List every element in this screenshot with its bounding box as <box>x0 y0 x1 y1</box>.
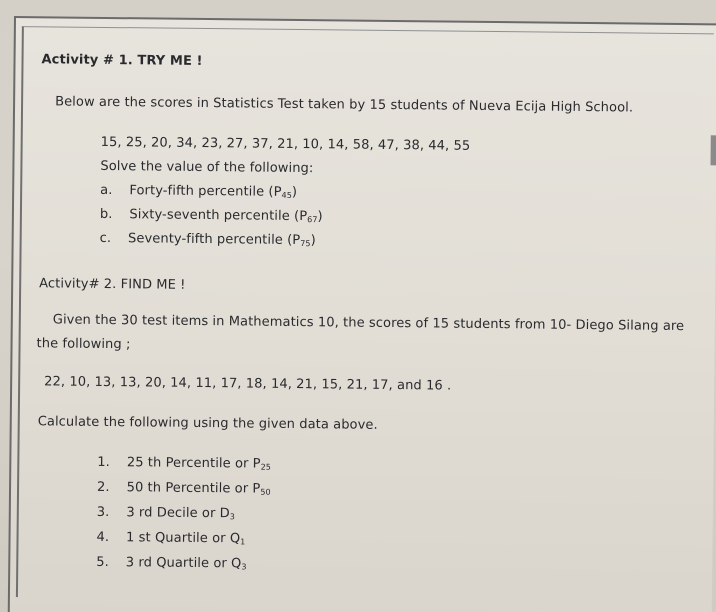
item-text: 1 st Quartile or Q <box>126 530 241 547</box>
item-close: ) <box>291 184 298 200</box>
item-subscript: 50 <box>260 487 271 497</box>
item-subscript: 25 <box>260 462 272 472</box>
item-close: ) <box>317 209 323 225</box>
activity2-item-3 <box>97 505 235 521</box>
item-text: Seventy-fifth percentile (P <box>128 231 301 249</box>
item-text: 3 rd Decile or D <box>126 505 230 522</box>
item-marker: 1. <box>97 454 111 471</box>
activity2-scores: 22, 10, 13, 13, 20, 14, 11, 17, 18, 14, 21, 15, 21, 17, and 16 . <box>44 374 452 394</box>
item-marker: 5. <box>96 554 109 571</box>
item-close: ) <box>310 233 316 249</box>
item-subscript: 3 <box>229 512 236 522</box>
activity2-intro-line2: the following ; <box>36 336 131 353</box>
item-text: 50 th Percentile or P <box>126 480 261 497</box>
item-marker: 3. <box>96 504 110 521</box>
activity2-item-2 <box>97 480 271 497</box>
item-marker: a. <box>100 182 113 199</box>
activity1-intro: Below are the scores in Statistics Test taken by 15 students of Nueva Ecija High School. <box>55 94 634 116</box>
activity1-instruction: Solve the value of the following: <box>100 158 314 177</box>
activity2-title: Activity# 2. FIND ME ! <box>39 276 186 293</box>
activity1-item-b <box>100 207 323 224</box>
item-marker: b. <box>99 206 113 223</box>
item-subscript: 1 <box>240 537 246 547</box>
item-subscript: 67 <box>307 215 318 225</box>
paper-edge-mark <box>710 135 716 165</box>
activity2-item-1 <box>97 455 271 472</box>
item-marker: 4. <box>96 529 110 546</box>
activity2-item-5 <box>96 555 247 572</box>
item-text: Sixty-seventh percentile (P <box>129 207 308 225</box>
item-subscript: 3 <box>241 562 247 572</box>
activity2-instruction: Calculate the following using the given data above. <box>37 414 378 433</box>
worksheet-paper <box>8 16 716 612</box>
item-text: Forty-fifth percentile (P <box>129 183 282 200</box>
item-text: 3 rd Quartile or Q <box>125 555 242 572</box>
item-subscript: 45 <box>281 190 292 200</box>
activity2-intro-line1: Given the 30 test items in Mathematics 10, the scores of 15 students from 10- Diego Silang are <box>52 312 685 335</box>
item-marker: c. <box>99 230 112 247</box>
item-subscript: 75 <box>300 239 311 249</box>
activity2-item-4 <box>96 530 245 547</box>
item-marker: 2. <box>96 479 110 496</box>
activity1-scores: 15, 25, 20, 34, 23, 27, 37, 21, 10, 14, 58, 47, 38, 44, 55 <box>100 134 471 154</box>
activity1-item-a <box>100 183 297 200</box>
activity1-item-c <box>100 231 316 248</box>
activity1-title: Activity # 1. TRY ME ! <box>41 52 203 69</box>
item-text: 25 th Percentile or P <box>126 455 261 472</box>
